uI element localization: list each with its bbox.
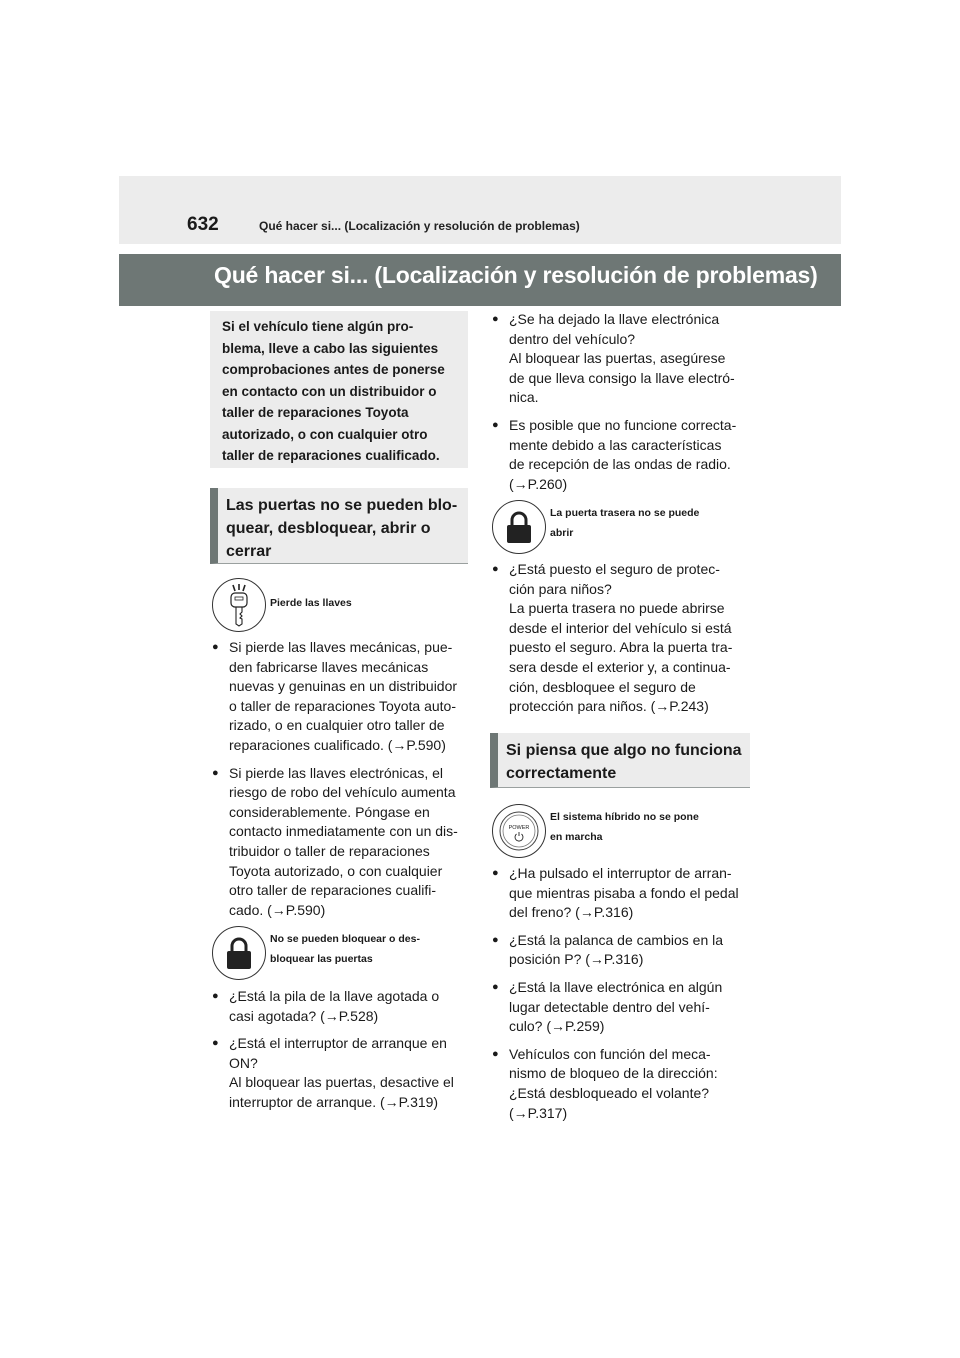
lock-icon: [492, 500, 546, 554]
cannot-lock-list-continued: [492, 310, 754, 502]
section-heading-malfunction: Si piensa que algo no funciona correctamente: [490, 733, 750, 788]
list-item: ● ¿Se ha dejado la llave electrónica dentro del vehículo? Al bloquear las puertas, asegúrese de que lleva consigo la llave electró- nica.: [492, 310, 754, 408]
list-item: ● Si pierde las llaves electrónicas, el riesgo de robo del vehículo aumenta considerablemente. Póngase en contacto inmediatamente con un dis- tribuidor o taller de reparaciones Toyota autorizado, o con cualquier otro taller de reparaciones cualifi- cado. (→P.590): [212, 764, 474, 921]
list-item: ● ¿Está el interruptor de arranque en ON? Al bloquear las puertas, desactive el interruptor de arranque. (→P.319): [212, 1034, 474, 1112]
cannot-lock-label: No se pueden bloquear o des- bloquear las puertas: [270, 933, 420, 965]
list-item: ● Vehículos con función del meca- nismo de bloqueo de la dirección: ¿Está desbloqueado el volante? (→P.317): [492, 1045, 754, 1123]
intro-text: Si el vehículo tiene algún pro- blema, lleve a cabo las siguientes comprobaciones antes de ponerse en contacto con un distribuidor o taller de reparaciones Toyota autorizado, o con cualquier otro taller de reparaciones cualificado.: [222, 319, 445, 463]
list-item: ● ¿Está la palanca de cambios en la posición P? (→P.316): [492, 931, 754, 970]
hybrid-start-label: El sistema híbrido no se pone en marcha: [550, 811, 699, 843]
hybrid-start-list: [492, 864, 754, 1131]
lock-icon: [212, 926, 266, 980]
page-title: Qué hacer si... (Localización y resolución de problemas): [214, 262, 818, 288]
lost-keys-label: Pierde las llaves: [270, 597, 352, 609]
list-item: ● ¿Está la llave electrónica en algún lugar detectable dentro del vehí- culo? (→P.259): [492, 978, 754, 1037]
power-button-icon: [492, 804, 546, 858]
intro-box: [210, 311, 468, 468]
list-item: ● Es posible que no funcione correcta- mente debido a las características de recepción de las ondas de radio. (→P.260): [492, 416, 754, 494]
running-title: Qué hacer si... (Localización y resolución de problemas): [259, 219, 580, 233]
key-icon: [212, 578, 266, 632]
list-item: ● ¿Ha pulsado el interruptor de arran- que mientras pisaba a fondo el pedal del freno? (→P.316): [492, 864, 754, 923]
list-item: ● ¿Está puesto el seguro de protec- ción para niños? La puerta trasera no puede abrirse desde el interior del vehículo si está puesto el seguro. Abra la puerta tra- sera desde el exterior y, a continua- ción, desbloquee el seguro de protección para niños. (→P.243): [492, 560, 754, 717]
rear-door-list: [492, 560, 754, 725]
power-button-text: POWER: [508, 825, 530, 831]
section-heading-doors: Las puertas no se pueden blo- quear, desbloquear, abrir o cerrar: [210, 488, 468, 564]
page-number: 632: [187, 214, 219, 235]
rear-door-label: La puerta trasera no se puede abrir: [550, 507, 700, 539]
cannot-lock-list: [212, 987, 474, 1121]
list-item: ● Si pierde las llaves mecánicas, pue- den fabricarse llaves mecánicas nuevas y genuinas en un distribuidor o taller de reparaciones Toyota auto- rizado, o en cualquier otro taller de reparaciones cualificado. (→P.590): [212, 638, 474, 756]
lost-keys-list: [212, 638, 474, 928]
list-item: ● ¿Está la pila de la llave agotada o casi agotada? (→P.528): [212, 987, 474, 1026]
running-header: [119, 176, 841, 244]
